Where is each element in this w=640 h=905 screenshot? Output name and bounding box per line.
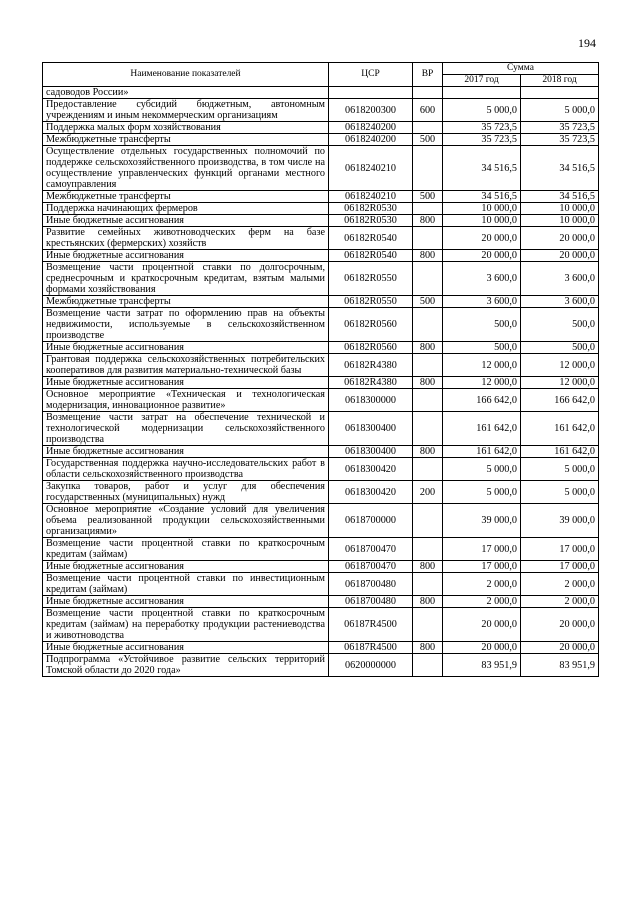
header-year-2018: 2018 год: [521, 75, 599, 87]
table-row: [43, 458, 599, 481]
row-sum-2017: 166 642,0: [443, 389, 521, 412]
row-sum-2018: 166 642,0: [521, 389, 599, 412]
row-vr: [413, 354, 443, 377]
table-row: [43, 227, 599, 250]
row-sum-2018: 500,0: [521, 342, 599, 354]
row-sum-2017: 83 951,9: [443, 654, 521, 677]
row-vr: [413, 608, 443, 642]
row-csr: 06182R4380: [329, 354, 413, 377]
table-row: [43, 608, 599, 642]
row-sum-2018: 12 000,0: [521, 377, 599, 389]
row-vr: [413, 412, 443, 446]
row-vr: 500: [413, 191, 443, 203]
row-csr: [329, 87, 413, 99]
row-sum-2017: 2 000,0: [443, 596, 521, 608]
table-row: [43, 561, 599, 573]
row-sum-2017: 17 000,0: [443, 561, 521, 573]
row-sum-2018: 39 000,0: [521, 504, 599, 538]
row-csr: 06182R0560: [329, 342, 413, 354]
row-sum-2018: 17 000,0: [521, 538, 599, 561]
row-vr: [413, 654, 443, 677]
row-sum-2018: [521, 87, 599, 99]
row-vr: [413, 538, 443, 561]
table-body: [43, 87, 599, 677]
row-name: Межбюджетные трансферты: [43, 191, 329, 203]
row-name: Иные бюджетные ассигнования: [43, 642, 329, 654]
row-vr: [413, 203, 443, 215]
row-name: Возмещение части затрат по оформлению прав на объекты недвижимости, используемые в сельскохозяйственном производстве: [43, 308, 329, 342]
row-vr: 800: [413, 342, 443, 354]
row-csr: 06182R0560: [329, 308, 413, 342]
table-row: [43, 354, 599, 377]
row-vr: 200: [413, 481, 443, 504]
row-csr: 0618700480: [329, 596, 413, 608]
row-sum-2017: 161 642,0: [443, 412, 521, 446]
header-name: Наименование показателей: [43, 63, 329, 87]
row-vr: [413, 458, 443, 481]
row-sum-2017: 20 000,0: [443, 227, 521, 250]
budget-table: [42, 62, 599, 677]
row-sum-2017: 12 000,0: [443, 354, 521, 377]
row-csr: 06182R0550: [329, 262, 413, 296]
row-vr: 800: [413, 446, 443, 458]
row-sum-2018: 500,0: [521, 308, 599, 342]
row-vr: [413, 227, 443, 250]
row-sum-2017: 39 000,0: [443, 504, 521, 538]
row-name: Межбюджетные трансферты: [43, 296, 329, 308]
row-sum-2018: 10 000,0: [521, 203, 599, 215]
row-sum-2018: 20 000,0: [521, 608, 599, 642]
row-csr: 06182R4380: [329, 377, 413, 389]
row-vr: [413, 87, 443, 99]
row-sum-2018: 10 000,0: [521, 215, 599, 227]
header-year-2017: 2017 год: [443, 75, 521, 87]
table-row: [43, 412, 599, 446]
row-sum-2018: 161 642,0: [521, 412, 599, 446]
row-sum-2018: 20 000,0: [521, 250, 599, 262]
table-row: [43, 122, 599, 134]
row-name: Грантовая поддержка сельскохозяйственных потребительских кооперативов для развития материально-технической базы: [43, 354, 329, 377]
row-csr: 0618240210: [329, 146, 413, 191]
table-row: [43, 308, 599, 342]
row-csr: 0618240210: [329, 191, 413, 203]
table-row: [43, 342, 599, 354]
row-vr: [413, 573, 443, 596]
row-name: Основное мероприятие «Техническая и технологическая модернизация, инновационное развитие»: [43, 389, 329, 412]
row-vr: 800: [413, 642, 443, 654]
row-vr: 800: [413, 377, 443, 389]
table-row: [43, 262, 599, 296]
row-vr: 800: [413, 561, 443, 573]
row-name: Развитие семейных животноводческих ферм на базе крестьянских (фермерских) хозяйств: [43, 227, 329, 250]
row-csr: 06182R0540: [329, 250, 413, 262]
row-csr: 0618300420: [329, 481, 413, 504]
row-sum-2017: 34 516,5: [443, 191, 521, 203]
table-row: [43, 203, 599, 215]
row-name: Иные бюджетные ассигнования: [43, 250, 329, 262]
table-row: [43, 134, 599, 146]
row-sum-2017: 5 000,0: [443, 481, 521, 504]
row-name: садоводов России»: [43, 87, 329, 99]
row-name: Иные бюджетные ассигнования: [43, 342, 329, 354]
row-csr: 0618700480: [329, 573, 413, 596]
row-name: Возмещение части процентной ставки по инвестиционным кредитам (займам): [43, 573, 329, 596]
row-sum-2017: 20 000,0: [443, 608, 521, 642]
row-csr: 0618700470: [329, 561, 413, 573]
row-name: Государственная поддержка научно-исследовательских работ в области сельскохозяйственного производства: [43, 458, 329, 481]
row-sum-2017: 34 516,5: [443, 146, 521, 191]
row-sum-2018: 83 951,9: [521, 654, 599, 677]
table-row: [43, 296, 599, 308]
row-sum-2017: 12 000,0: [443, 377, 521, 389]
row-name: Осуществление отдельных государственных полномочий по поддержке сельскохозяйственного производства, в том числе на осуществление управленческих функций органами местного самоуправления: [43, 146, 329, 191]
row-csr: 06182R0530: [329, 215, 413, 227]
row-name: Возмещение части процентной ставки по долгосрочным, среднесрочным и краткосрочным кредитам, взятым малыми формами хозяйствования: [43, 262, 329, 296]
row-vr: 800: [413, 215, 443, 227]
table-row: [43, 87, 599, 99]
header-csr: ЦСР: [329, 63, 413, 87]
row-sum-2017: 5 000,0: [443, 458, 521, 481]
row-sum-2018: 34 516,5: [521, 146, 599, 191]
row-csr: 0618300420: [329, 458, 413, 481]
row-vr: 800: [413, 250, 443, 262]
row-csr: 06187R4500: [329, 608, 413, 642]
row-sum-2018: 5 000,0: [521, 458, 599, 481]
row-csr: 06182R0530: [329, 203, 413, 215]
row-name: Иные бюджетные ассигнования: [43, 561, 329, 573]
row-csr: 0618240200: [329, 122, 413, 134]
row-sum-2018: 20 000,0: [521, 642, 599, 654]
table-row: [43, 146, 599, 191]
table-row: [43, 377, 599, 389]
row-vr: 600: [413, 99, 443, 122]
row-sum-2017: 500,0: [443, 308, 521, 342]
row-vr: [413, 122, 443, 134]
table-row: [43, 504, 599, 538]
row-name: Поддержка малых форм хозяйствования: [43, 122, 329, 134]
table-row: [43, 538, 599, 561]
row-sum-2017: 5 000,0: [443, 99, 521, 122]
row-name: Возмещение части затрат на обеспечение технической и технологической модернизации сельскохозяйственного производства: [43, 412, 329, 446]
row-sum-2017: 10 000,0: [443, 215, 521, 227]
row-sum-2018: 5 000,0: [521, 481, 599, 504]
row-vr: 500: [413, 296, 443, 308]
row-sum-2018: 35 723,5: [521, 122, 599, 134]
row-sum-2017: 500,0: [443, 342, 521, 354]
row-sum-2017: 10 000,0: [443, 203, 521, 215]
page-number: 194: [578, 36, 596, 50]
row-csr: 0618300400: [329, 446, 413, 458]
row-name: Возмещение части процентной ставки по краткосрочным кредитам (займам): [43, 538, 329, 561]
row-name: Поддержка начинающих фермеров: [43, 203, 329, 215]
row-csr: 0618300400: [329, 412, 413, 446]
row-csr: 0620000000: [329, 654, 413, 677]
row-sum-2017: 161 642,0: [443, 446, 521, 458]
row-sum-2018: 3 600,0: [521, 296, 599, 308]
row-vr: [413, 389, 443, 412]
row-sum-2018: 161 642,0: [521, 446, 599, 458]
table-row: [43, 654, 599, 677]
row-csr: 0618700470: [329, 538, 413, 561]
row-name: Иные бюджетные ассигнования: [43, 596, 329, 608]
row-sum-2018: 34 516,5: [521, 191, 599, 203]
row-sum-2018: 2 000,0: [521, 596, 599, 608]
header-sum: Сумма: [443, 63, 599, 75]
row-csr: 06182R0540: [329, 227, 413, 250]
row-vr: [413, 146, 443, 191]
row-sum-2017: 3 600,0: [443, 262, 521, 296]
row-name: Межбюджетные трансферты: [43, 134, 329, 146]
row-name: Основное мероприятие «Создание условий для увеличения объема реализованной продукции сельскохозяйственными организациями»: [43, 504, 329, 538]
row-sum-2018: 20 000,0: [521, 227, 599, 250]
row-csr: 0618300000: [329, 389, 413, 412]
table-row: [43, 642, 599, 654]
row-name: Подпрограмма «Устойчивое развитие сельских территорий Томской области до 2020 года»: [43, 654, 329, 677]
row-name: Иные бюджетные ассигнования: [43, 377, 329, 389]
row-sum-2018: 17 000,0: [521, 561, 599, 573]
row-sum-2018: 5 000,0: [521, 99, 599, 122]
row-csr: 0618700000: [329, 504, 413, 538]
table-row: [43, 596, 599, 608]
row-vr: [413, 504, 443, 538]
row-sum-2017: 35 723,5: [443, 134, 521, 146]
row-name: Иные бюджетные ассигнования: [43, 215, 329, 227]
row-sum-2018: 3 600,0: [521, 262, 599, 296]
row-name: Предоставление субсидий бюджетным, автономным учреждениям и иным некоммерческим организациям: [43, 99, 329, 122]
row-sum-2017: 20 000,0: [443, 642, 521, 654]
header-vr: ВР: [413, 63, 443, 87]
row-csr: 0618240200: [329, 134, 413, 146]
row-name: Закупка товаров, работ и услуг для обеспечения государственных (муниципальных) нужд: [43, 481, 329, 504]
row-csr: 06187R4500: [329, 642, 413, 654]
table-row: [43, 215, 599, 227]
row-sum-2017: 3 600,0: [443, 296, 521, 308]
table-row: [43, 250, 599, 262]
row-vr: [413, 308, 443, 342]
row-vr: 800: [413, 596, 443, 608]
row-vr: [413, 262, 443, 296]
table-row: [43, 481, 599, 504]
row-sum-2017: [443, 87, 521, 99]
row-name: Иные бюджетные ассигнования: [43, 446, 329, 458]
row-sum-2017: 35 723,5: [443, 122, 521, 134]
table-row: [43, 446, 599, 458]
row-sum-2017: 2 000,0: [443, 573, 521, 596]
table-header: [43, 63, 599, 87]
row-sum-2017: 17 000,0: [443, 538, 521, 561]
table-row: [43, 389, 599, 412]
row-sum-2018: 35 723,5: [521, 134, 599, 146]
row-csr: 0618200300: [329, 99, 413, 122]
table-row: [43, 99, 599, 122]
row-sum-2018: 2 000,0: [521, 573, 599, 596]
row-sum-2017: 20 000,0: [443, 250, 521, 262]
row-name: Возмещение части процентной ставки по краткосрочным кредитам (займам) на переработку продукции растениеводства и животноводства: [43, 608, 329, 642]
table-row: [43, 573, 599, 596]
table-row: [43, 191, 599, 203]
row-csr: 06182R0550: [329, 296, 413, 308]
row-vr: 500: [413, 134, 443, 146]
row-sum-2018: 12 000,0: [521, 354, 599, 377]
